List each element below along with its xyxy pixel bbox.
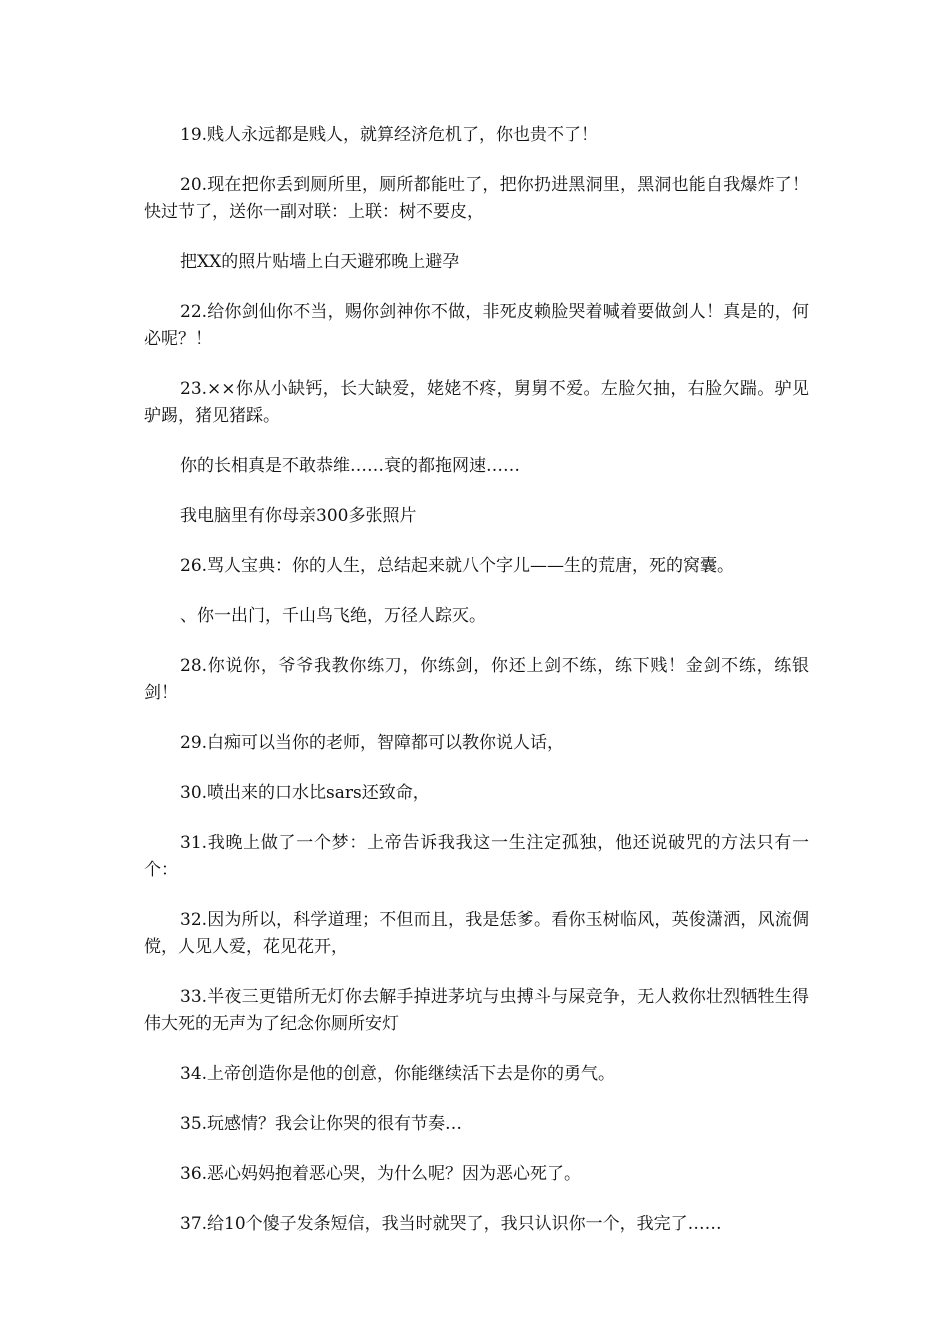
paragraph-34: 34.上帝创造你是他的创意，你能继续活下去是你的勇气。	[180, 1064, 616, 1084]
paragraph-22: 22.给你剑仙你不当，赐你剑神你不做，非死皮赖脸哭着喊着要做剑人！真是的，何必呢？！	[144, 302, 809, 349]
paragraph-36: 36.恶心妈妈抱着恶心哭，为什么呢？因为恶心死了。	[180, 1164, 582, 1184]
document-body	[144, 122, 809, 1261]
paragraph-appearance: 你的长相真是不敢恭维……衰的都拖网速……	[180, 456, 520, 476]
paragraph-32: 32.因为所以，科学道理；不但而且，我是恁爹。看你玉树临风，英俊潇洒，风流倜傥，人见人爱，花见花开，	[144, 910, 809, 957]
paragraph-photo: 把XX的照片贴墙上白天避邪晚上避孕	[180, 252, 460, 272]
paragraph-26: 26.骂人宝典：你的人生，总结起来就八个字儿——生的荒唐，死的窝囊。	[180, 556, 735, 576]
paragraph-computer: 我电脑里有你母亲300多张照片	[180, 506, 417, 526]
paragraph-31: 31.我晚上做了一个梦：上帝告诉我我这一生注定孤独，他还说破咒的方法只有一个：	[144, 833, 809, 880]
paragraph-20: 20.现在把你丢到厕所里，厕所都能吐了，把你扔进黑洞里，黑洞也能自我爆炸了！快过节了，送你一副对联：上联：树不要皮，	[144, 175, 809, 222]
paragraph-35: 35.玩感情？我会让你哭的很有节奏…	[180, 1114, 463, 1134]
paragraph-23: 23.××你从小缺钙，长大缺爱，姥姥不疼，舅舅不爱。左脸欠抽，右脸欠踹。驴见驴踢，猪见猪踩。	[144, 379, 809, 426]
paragraph-33: 33.半夜三更错所无灯你去解手掉进茅坑与虫搏斗与屎竞争，无人救你壮烈牺牲生得伟大死的无声为了纪念你厕所安灯	[144, 987, 809, 1034]
paragraph-19: 19.贱人永远都是贱人，就算经济危机了，你也贵不了！	[180, 125, 599, 145]
paragraph-28: 28.你说你，爷爷我教你练刀，你练剑，你还上剑不练，练下贱！金剑不练，练银剑！	[144, 656, 809, 703]
paragraph-29: 29.白痴可以当你的老师，智障都可以教你说人话，	[180, 733, 565, 753]
paragraph-30: 30.喷出来的口水比sars还致命，	[180, 783, 430, 803]
paragraph-37: 37.给10个傻子发条短信，我当时就哭了，我只认识你一个，我完了……	[180, 1214, 722, 1234]
paragraph-go-out: 、你一出门，千山鸟飞绝，万径人踪灭。	[180, 606, 486, 626]
